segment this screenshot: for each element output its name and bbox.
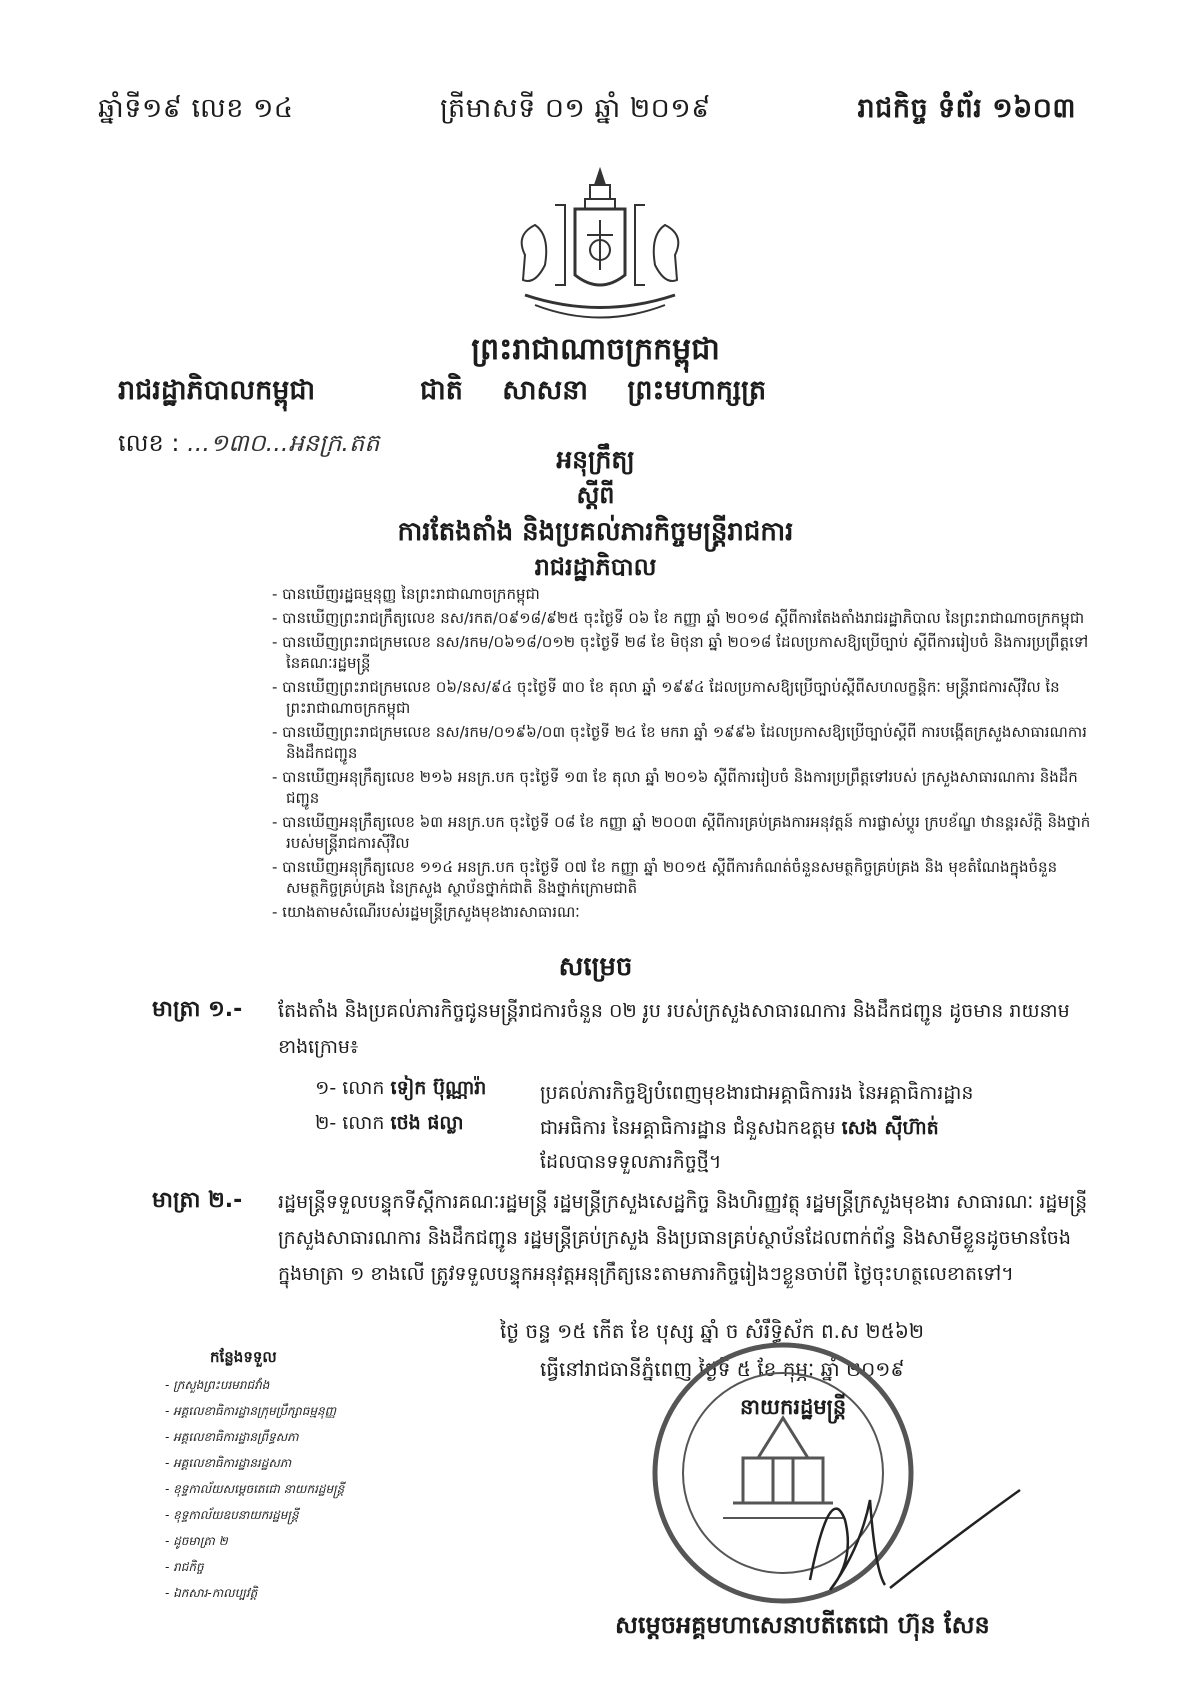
national-motto: ជាតិ សាសនា ព្រះមហាក្សត្រ — [420, 375, 767, 406]
person-2-role — [540, 1111, 1090, 1179]
decree-subject: ការតែងតាំង និងប្រគល់ភារកិច្ចមន្ត្រីរាជការ — [397, 517, 794, 547]
article-2-label: មាត្រា ២.- — [152, 1188, 243, 1213]
article-1-text: តែងតាំង និងប្រគល់ភារកិច្ចជូនមន្ត្រីរាជការចំនួន ០២ រូប របស់ក្រសួងសាធារណការ និងដឹកជញ្ជូន ដូចមាន រាយនាមខាងក្រោម៖ — [278, 1000, 1070, 1058]
legal-basis-item: - បានឃើញព្រះរាជក្រមលេខ នស/រកម/០៦១៨/០១២ ចុះថ្ងៃទី ២៨ ខែ មិថុនា ឆ្នាំ ២០១៨ ដែលប្រកាសឱ្យប្រើច្បាប់ ស្តីពីការរៀបចំ និងការប្រព្រឹត្តទៅ នៃគណៈរដ្ឋមន្ត្រី — [272, 633, 1089, 672]
kingdom-title: ព្រះរាជាណាចក្រកម្ពុជា — [471, 332, 720, 367]
prime-minister-title: នាយករដ្ឋមន្ត្រី — [740, 1395, 847, 1419]
legal-basis-item: - បានឃើញអនុក្រឹត្យលេខ ៦៣ អនក្រ.បក ចុះថ្ងៃទី ០៨ ខែ កញ្ញា ឆ្នាំ ២០០៣ ស្តីពីការគ្រប់គ្រងការអនុវត្តន៍ ការផ្លាស់ប្តូរ ក្របខ័ណ្ឌ ឋានន្តរស័ក្តិ និងថ្នាក់របស់មន្ត្រីរាជការស៊ីវិល — [272, 813, 1091, 852]
gazette-quarter: ត្រីមាសទី ០១ ឆ្នាំ ២០១៩ — [440, 93, 711, 124]
signature-icon — [790, 1460, 1120, 1610]
recipient-item: - អគ្គលេខាធិការដ្ឋានព្រឹទ្ធសភា — [165, 1430, 299, 1444]
legal-basis-item: - បានឃើញអនុក្រឹត្យលេខ ២១៦ អនក្រ.បក ចុះថ្ងៃទី ១៣ ខែ តុលា ឆ្នាំ ២០១៦ ស្តីពីការរៀបចំ និងការប្រព្រឹត្តទៅរបស់ ក្រសួងសាធារណការ និងដឹកជញ្ជូន — [272, 768, 1078, 807]
about-heading: ស្តីពី — [576, 481, 615, 509]
person-2 — [315, 1111, 464, 1139]
legal-basis-item: - បានឃើញព្រះរាជក្រមលេខ នស/រកម/០១៩៦/០៣ ចុះថ្ងៃទី ២៤ ខែ មករា ឆ្នាំ ១៩៩៦ ដែលប្រកាសឱ្យប្រើច្បាប់ស្តីពី ការបង្កើតក្រសួងសាធារណការ និងដឹកជញ្ជូន — [272, 723, 1087, 762]
gazette-year-issue: ឆ្នាំទី១៩ លេខ ១៤ — [98, 93, 294, 124]
recipient-item: - ដូចមាត្រា ២ — [165, 1534, 228, 1548]
recipient-item: - ឯកសារ-កាលប្បវត្តិ — [165, 1586, 258, 1600]
person-1-name: ទៀក ប៊ុណ្ណារ៉ា — [390, 1077, 487, 1099]
prime-minister-name: សម្តេចអគ្គមហាសេនាបតីតេជោ ហ៊ុន សែន — [615, 1611, 990, 1639]
person-2-role-text: ជាអធិការ នៃអគ្គាធិការដ្ឋាន ជំនួសឯកឧត្តម — [540, 1117, 836, 1139]
recipient-item: - ខុទ្ទកាល័យឧបនាយករដ្ឋមន្ត្រី — [165, 1508, 299, 1522]
recipient-item: - ក្រសួងព្រះបរមរាជវាំង — [165, 1378, 270, 1392]
legal-basis-item: - បានឃើញព្រះរាជក្រឹត្យលេខ នស/រកត/០៩១៨/៩២៥ ចុះថ្ងៃទី ០៦ ខែ កញ្ញា ឆ្នាំ ២០១៨ ស្តីពីការតែងតាំងរាជរដ្ឋាភិបាល នៃព្រះរាជាណាចក្រកម្ពុជា — [272, 609, 1085, 627]
recipient-item: - អគ្គលេខាធិការដ្ឋានរដ្ឋសភា — [165, 1456, 292, 1470]
person-2-index: ២- លោក — [315, 1112, 385, 1134]
royal-coat-of-arms-icon — [505, 165, 695, 330]
article-1-label: មាត្រា ១.- — [152, 997, 243, 1022]
decision-heading: សម្រេច — [558, 952, 633, 982]
place-date-line: ធ្វើនៅរាជធានីភ្នំពេញ ថ្ងៃទី ៥ ខែ កុម្ភៈ ឆ្នាំ ២០១៩ — [540, 1357, 905, 1381]
recipient-item: - ខុទ្ទកាល័យសម្តេចតេជោ នាយករដ្ឋមន្ត្រី — [165, 1482, 345, 1496]
person-2-role-end: ដែលបានទទួលភារកិច្ចថ្មី។ — [540, 1151, 722, 1173]
legal-basis-list — [272, 584, 1092, 926]
person-1-role: ប្រគល់ភារកិច្ចឱ្យបំពេញមុខងារជាអគ្គាធិការរង នៃអគ្គាធិការដ្ឋាន — [540, 1082, 974, 1104]
person-2-name: ថេង ផល្លា — [390, 1112, 464, 1134]
decree-heading: អនុក្រឹត្យ — [556, 445, 635, 474]
legal-basis-item: - បានឃើញអនុក្រឹត្យលេខ ១១៤ អនក្រ.បក ចុះថ្ងៃទី ០៧ ខែ កញ្ញា ឆ្នាំ ២០១៥ ស្តីពីការកំណត់ចំនួនសមត្ថកិច្ចគ្រប់គ្រង និង មុខតំណែងក្នុងចំនួនសមត្ថកិច្ចគ្រប់គ្រង នៃក្រសួង ស្ថាប័នថ្នាក់ជាតិ និងថ្នាក់ក្រោមជាតិ — [272, 858, 1058, 897]
document-number-value: ...១៣០...អនក្រ.តត — [187, 429, 380, 457]
person-2-replaced-name: សេង ស៊ីហ៊ាត់ — [841, 1117, 939, 1139]
government-label: រាជរដ្ឋាភិបាលកម្ពុជា — [118, 375, 316, 406]
legal-basis-item: - យោងតាមសំណើរបស់រដ្ឋមន្ត្រីក្រសួងមុខងារសាធារណៈ — [272, 903, 580, 921]
person-1 — [315, 1076, 486, 1104]
recipients-title: កន្លែងទទួល — [210, 1348, 277, 1366]
article-2-text: រដ្ឋមន្ត្រីទទួលបន្ទុកទីស្តីការគណៈរដ្ឋមន្ត្រី រដ្ឋមន្ត្រីក្រសួងសេដ្ឋកិច្ច និងហិរញ្ញវត្ថុ រដ្ឋមន្ត្រីក្រសួងមុខងារ សាធារណៈ រដ្ឋមន្ត្រីក្រសួងសាធារណការ និងដឹកជញ្ជូន រដ្ឋមន្ត្រីគ្រប់ក្រសួង និងប្រធានគ្រប់ស្ថាប័នដែលពាក់ព័ន្ធ និងសាមីខ្លួនដូចមានចែងក្នុងមាត្រា ១ ខាងលើ ត្រូវទទួលបន្ទុកអនុវត្តអនុក្រឹត្យនេះតាមភារកិច្ចរៀងៗខ្លួនចាប់ពី ថ្ងៃចុះហត្ថលេខាតទៅ។ — [278, 1191, 1088, 1285]
legal-basis-item: - បានឃើញព្រះរាជក្រមលេខ ០៦/នស/៩៤ ចុះថ្ងៃទី ៣០ ខែ តុលា ឆ្នាំ ១៩៩៤ ដែលប្រកាសឱ្យប្រើច្បាប់ស្តីពីសហលក្ខន្តិកៈ មន្ត្រីរាជការស៊ីវិល នៃព្រះរាជាណាចក្រកម្ពុជា — [272, 678, 1060, 717]
gazette-page-number: រាជកិច្ច ទំព័រ ១៦០៣ — [857, 93, 1076, 124]
lunar-date-line: ថ្ងៃ ចន្ទ ១៥ កើត ខែ បុស្ស ឆ្នាំ ច សំរឹទ្ធិស័ក ព.ស ២៥៦២ — [500, 1319, 925, 1343]
recipient-item: - រាជកិច្ច — [165, 1560, 204, 1574]
legal-basis-item: - បានឃើញរដ្ឋធម្មនុញ្ញ នៃព្រះរាជាណាចក្រកម្ពុជា — [272, 585, 540, 603]
recipients-list — [165, 1372, 344, 1606]
document-number-label: លេខ : — [118, 429, 180, 457]
council-heading: រាជរដ្ឋាភិបាល — [534, 553, 657, 581]
person-1-index: ១- លោក — [315, 1077, 385, 1099]
recipient-item: - អគ្គលេខាធិការដ្ឋានក្រុមប្រឹក្សាធម្មនុញ្ញ — [165, 1404, 337, 1418]
